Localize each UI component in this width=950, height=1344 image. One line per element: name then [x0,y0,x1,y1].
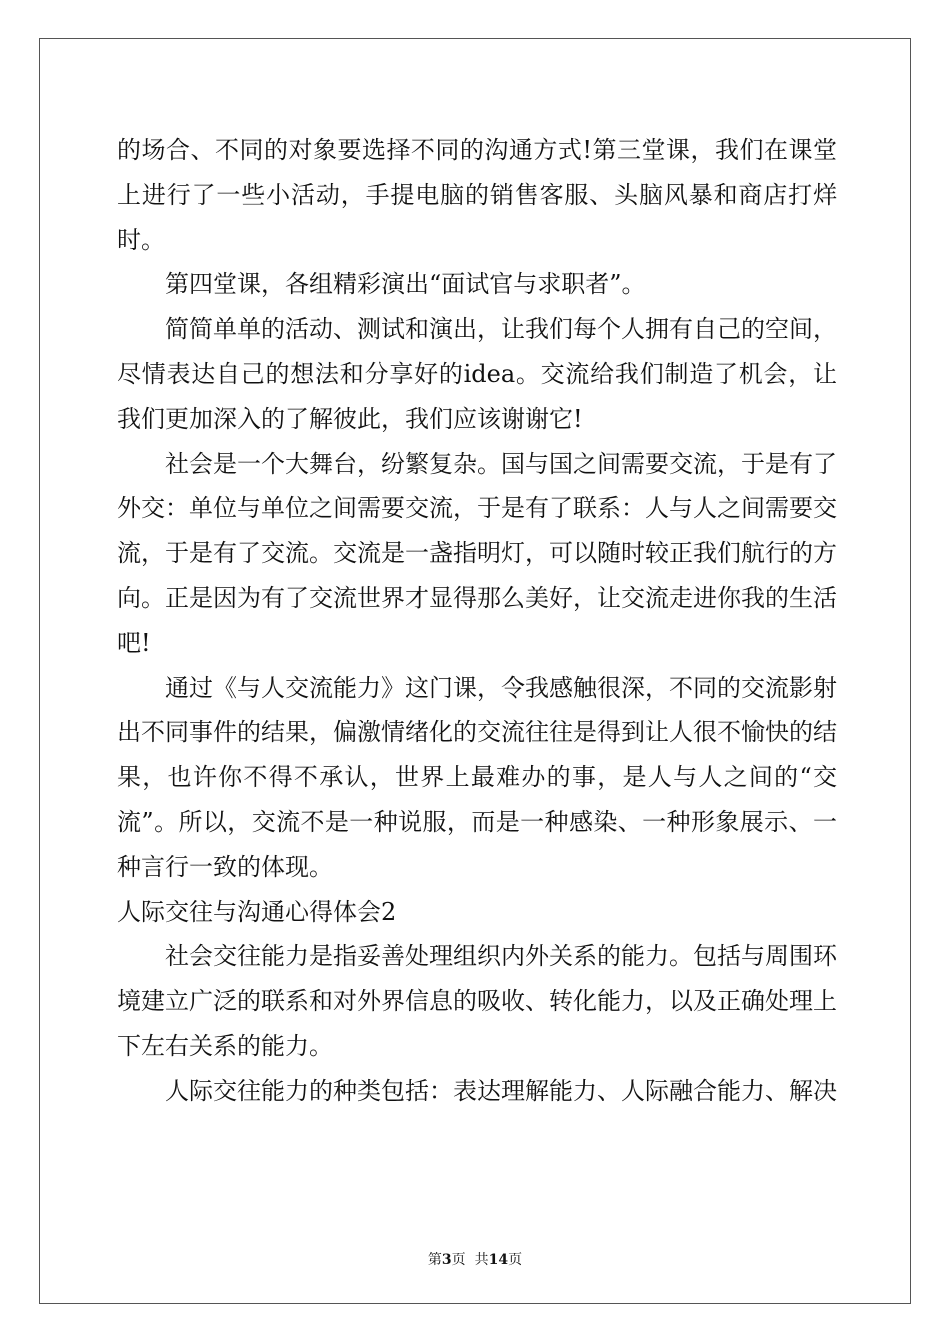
footer-page-total: 14 [488,1252,509,1268]
section-heading: 人际交往与沟通心得体会2 [117,897,397,926]
paragraph-7: 人际交往能力的种类包括：表达理解能力、人际融合能力、解决 [165,1076,837,1105]
paragraph-2: 第四堂课，各组精彩演出“面试官与求职者”。 [165,270,646,299]
paragraph-3: 简简单单的活动、测试和演出，让我们每个人拥有自己的空间，尽情表达自己的想法和分享好的idea。交流给我们制造了机会，让我们更加深入的了解彼此，我们应该谢谢它! [117,315,837,433]
footer-mid: 页 共 [451,1252,489,1268]
footer-page-current: 3 [441,1252,452,1268]
paragraph-5: 通过《与人交流能力》这门课，令我感触很深，不同的交流影射出不同事件的结果，偏激情绪化的交流往往是得到让人很不愉快的结果，也许你不得不承认，世界上最难办的事，是人与人之间的“交流”。所以，交流不是一种说服，而是一种感染、一种形象展示、一种言行一致的体现。 [117,673,837,881]
paragraph-6: 社会交往能力是指妥善处理组织内外关系的能力。包括与周围环境建立广泛的联系和对外界信息的吸收、转化能力，以及正确处理上下左右关系的能力。 [117,942,837,1060]
paragraph-1: 的场合、不同的对象要选择不同的沟通方式!第三堂课，我们在课堂上进行了一些小活动，手提电脑的销售客服、头脑风暴和商店打烊时。 [117,136,837,254]
paragraph-4: 社会是一个大舞台，纷繁复杂。国与国之间需要交流，于是有了外交：单位与单位之间需要交流，于是有了联系：人与人之间需要交流，于是有了交流。交流是一盏指明灯，可以随时较正我们航行的方向。正是因为有了交流世界才显得那么美好，让交流走进你我的生活吧! [117,449,837,657]
footer-prefix: 第 [427,1252,442,1268]
document-body [117,128,837,1114]
footer-suffix: 页 [508,1252,523,1268]
page-footer [0,1249,950,1269]
